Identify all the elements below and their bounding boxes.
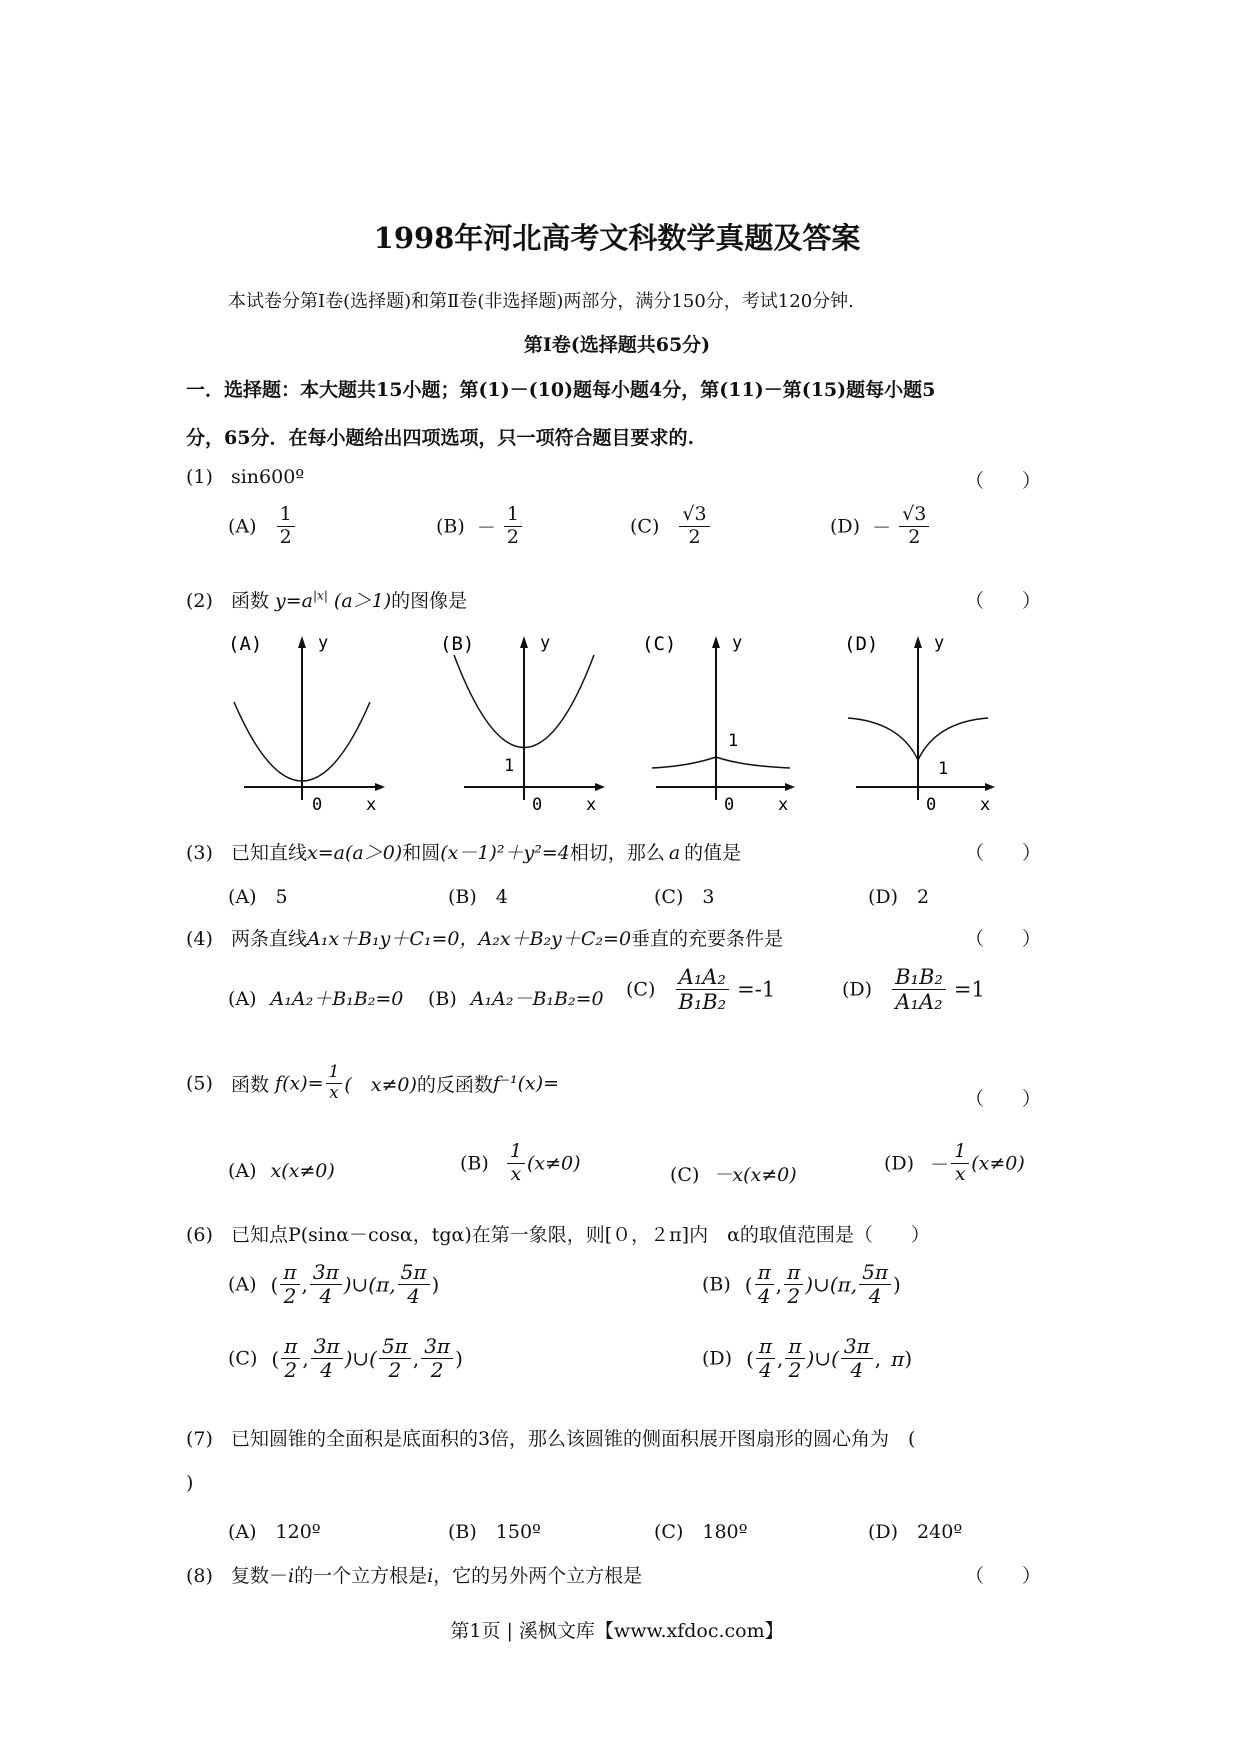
answer-paren: （ ）: [965, 1088, 1042, 1110]
x-axis-label: x: [366, 795, 377, 815]
y-axis-label: y: [318, 633, 329, 653]
y-axis-label: y: [934, 633, 945, 653]
q4-option-c[interactable]: (C) $\frac{\text{A₁A₂}}{\text{B₁B₂}}$ =-1: [626, 965, 776, 1015]
q7-option-a[interactable]: (A) 120º: [228, 1521, 321, 1543]
q7-option-b[interactable]: (B) 150º: [448, 1521, 541, 1543]
part1-title: 第Ⅰ卷(选择题共65分): [523, 334, 711, 356]
option-c[interactable]: (C) $\frac{√3}{2}$: [630, 505, 712, 548]
origin-label: 0: [532, 795, 543, 815]
q5-option-a[interactable]: (A) x(x≠0): [228, 1160, 335, 1182]
x-axis-label: x: [778, 795, 789, 815]
q5-option-b[interactable]: (B) $\frac{1}{x}$ (x≠0): [460, 1140, 581, 1185]
answer-paren: （ ）: [965, 842, 1042, 864]
one-label: 1: [728, 731, 739, 751]
answer-paren: （ ）: [965, 928, 1042, 950]
question-5: (5) 函数 f(x)= $\frac{1}{x}$ ( x≠0)的反函数f⁻¹(x)=: [186, 1062, 560, 1103]
q5-option-d[interactable]: (D) － $\frac{1}{x}$ (x≠0): [884, 1140, 1025, 1185]
q7-option-d[interactable]: (D) 240º: [868, 1521, 963, 1543]
section1-heading-line1: 一．选择题：本大题共15小题；第(1)－(10)题每小题4分，第(11)－第(15)题每小题5: [186, 379, 936, 401]
q3-option-c[interactable]: (C) 3: [654, 886, 715, 908]
graph-b[interactable]: [440, 633, 605, 815]
x-axis-label: x: [980, 795, 991, 815]
graph-label: (D): [844, 633, 879, 655]
answer-paren: （ ）: [965, 470, 1042, 492]
q7-option-c[interactable]: (C) 180º: [654, 1521, 748, 1543]
q6-option-d[interactable]: (D) ( $\frac{\pi}{4}$ , $\frac{\pi}{2}$ )∪( $\frac{3\pi}{4}$ , π): [702, 1334, 913, 1382]
q5-option-c[interactable]: (C) －x(x≠0): [670, 1164, 797, 1186]
graph-label: (A): [228, 633, 263, 655]
section1-heading-line2: 分，65分．在每小题给出四项选项，只一项符合题目要求的.: [186, 427, 695, 449]
q4-option-d[interactable]: (D) $\frac{\text{B₁B₂}}{\text{A₁A₂}}$ =1: [842, 965, 985, 1015]
graph-c[interactable]: [642, 633, 795, 815]
graph-a[interactable]: [228, 633, 385, 815]
q3-option-d[interactable]: (D) 2: [868, 886, 930, 908]
graph-label: (C): [642, 633, 677, 655]
q4-option-a[interactable]: (A) A₁A₂＋B₁B₂=0: [228, 988, 404, 1010]
question-number: (3): [186, 842, 213, 864]
question-number: (2): [186, 590, 213, 612]
graph-d[interactable]: [844, 633, 995, 815]
question-number: (1): [186, 466, 213, 488]
q6-option-b[interactable]: (B) ( $\frac{\pi}{4}$ , $\frac{\pi}{2}$ )∪(π, $\frac{5\pi}{4}$ ): [702, 1260, 901, 1308]
q6-option-a[interactable]: (A) ( $\frac{\pi}{2}$ , $\frac{3\pi}{4}$ )∪(π, $\frac{5\pi}{4}$ ): [228, 1260, 440, 1308]
question-3: (3) 已知直线x=a(a＞0)和圆(x－1)²＋y²=4相切，那么 a 的值是: [186, 842, 742, 864]
one-label: 1: [504, 756, 515, 776]
q6-option-c[interactable]: (C) ( $\frac{\pi}{2}$ , $\frac{3\pi}{4}$ )∪( $\frac{5\pi}{2}$ , $\frac{3\pi}{2}$ ): [228, 1334, 463, 1382]
question-number: (7): [186, 1428, 213, 1450]
question-number: (4): [186, 928, 213, 950]
question-6: (6) 已知点P(sinα－cosα，tgα)在第一象限，则[０，２π]内 α的取值范围是（ ）: [186, 1224, 930, 1246]
option-d[interactable]: (D) － $\frac{√3}{2}$: [830, 505, 931, 548]
q4-option-b[interactable]: (B) A₁A₂－B₁B₂=0: [428, 988, 604, 1010]
origin-label: 0: [724, 795, 735, 815]
q7-close-paren: ): [186, 1472, 194, 1494]
graph-label: (B): [440, 633, 475, 655]
question-7: (7) 已知圆锥的全面积是底面积的3倍，那么该圆锥的侧面积展开图扇形的圆心角为 (: [186, 1428, 916, 1450]
y-axis-label: y: [540, 633, 551, 653]
question-8: (8) 复数－i的一个立方根是i，它的另外两个立方根是: [186, 1565, 643, 1587]
question-number: (5): [186, 1072, 213, 1095]
x-axis-label: x: [586, 795, 597, 815]
question-number: (6): [186, 1224, 213, 1246]
origin-label: 0: [312, 795, 323, 815]
answer-paren: （ ）: [965, 1565, 1042, 1587]
q3-option-b[interactable]: (B) 4: [448, 886, 508, 908]
option-b[interactable]: (B) － $\frac{1}{2}$: [436, 505, 524, 548]
page-footer: 第1页 | 溪枫文库【www.xfdoc.com】: [450, 1620, 784, 1642]
question-stem: sin600º: [230, 466, 305, 488]
origin-label: 0: [926, 795, 937, 815]
question-4: (4) 两条直线A₁x＋B₁y＋C₁=0，A₂x＋B₂y＋C₂=0垂直的充要条件是: [186, 928, 784, 950]
page-title: 1998年河北高考文科数学真题及答案: [373, 221, 861, 255]
one-label: 1: [938, 759, 949, 779]
question-number: (8): [186, 1565, 213, 1587]
answer-paren: （ ）: [965, 590, 1042, 612]
question-2: (2) 函数 $y=a^{|x|}$ (a＞1)的图像是: [186, 588, 468, 612]
y-axis-label: y: [732, 633, 743, 653]
option-a[interactable]: (A) $\frac{1}{2}$: [228, 505, 297, 548]
intro-text: 本试卷分第Ⅰ卷(选择题)和第Ⅱ卷(非选择题)两部分，满分150分，考试120分钟.: [228, 291, 854, 312]
q3-option-a[interactable]: (A) 5: [228, 886, 288, 908]
